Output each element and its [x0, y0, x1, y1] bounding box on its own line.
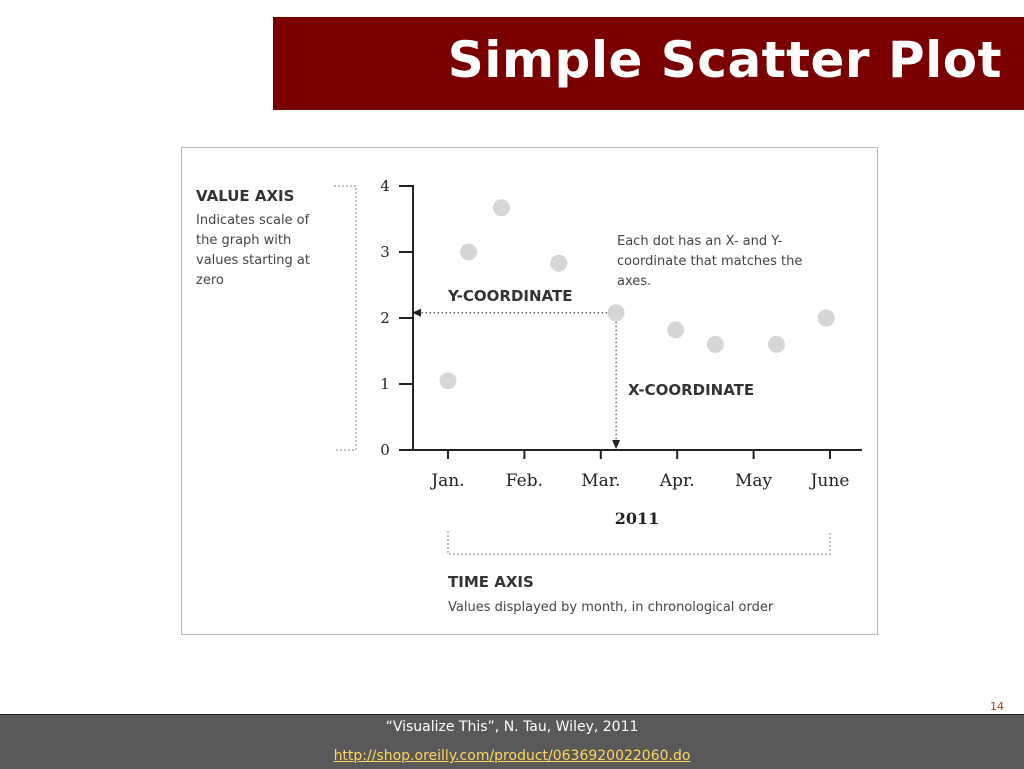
source-link[interactable]: http://shop.oreilly.com/product/0636920022060.do [333, 748, 691, 764]
x-tick-label: Feb. [505, 471, 544, 491]
x-coordinate-label: X-COORDINATE [628, 381, 755, 399]
value-axis-text-line: values starting at [196, 253, 310, 268]
scatter-point [550, 255, 567, 272]
dot-note-line: coordinate that matches the [617, 254, 803, 269]
time-axis-text: Values displayed by month, in chronological order [448, 600, 774, 615]
scatter-point [493, 199, 510, 216]
scatter-point [440, 372, 457, 389]
dot-note-line: axes. [617, 274, 652, 289]
footer-bar [0, 714, 1024, 769]
x-axis-year-label: 2011 [614, 509, 660, 528]
y-tick-label: 1 [380, 375, 390, 393]
y-coordinate-label: Y-COORDINATE [448, 287, 573, 305]
slide-number: 14 [990, 700, 1004, 713]
y-axis-ticks [380, 177, 413, 459]
x-tick-label: Apr. [659, 471, 695, 491]
y-tick-label: 2 [380, 309, 390, 327]
scatter-chart-svg [182, 148, 879, 636]
value-axis-text-line: zero [196, 273, 224, 288]
scatter-point [460, 244, 477, 261]
footer-citation: “Visualize This”, N. Tau, Wiley, 2011 [385, 719, 639, 735]
scatter-point [608, 304, 625, 321]
dot-note-line: Each dot has an X- and Y- [617, 234, 783, 249]
x-tick-label: May [735, 471, 773, 491]
value-axis-bracket [334, 186, 356, 450]
y-tick-label: 0 [380, 441, 390, 459]
scatter-figure [181, 147, 878, 635]
x-guide-arrowhead [612, 440, 620, 449]
y-tick-label: 4 [380, 177, 390, 195]
slide-title: Simple Scatter Plot [447, 31, 1002, 89]
value-axis-text-line: Indicates scale of [196, 213, 310, 228]
x-tick-label: Jan. [431, 471, 465, 491]
x-axis-ticks [429, 450, 849, 491]
scatter-point [667, 321, 684, 338]
x-tick-label: June [810, 471, 850, 491]
scatter-point [707, 336, 724, 353]
value-axis-heading: VALUE AXIS [196, 187, 295, 205]
x-tick-label: Mar. [581, 471, 621, 491]
time-axis-bracket [448, 531, 830, 554]
title-bar [273, 17, 1024, 110]
scatter-point [768, 336, 785, 353]
scatter-point [818, 310, 835, 327]
value-axis-text-line: the graph with [196, 233, 292, 248]
y-tick-label: 3 [380, 243, 390, 261]
time-axis-heading: TIME AXIS [448, 573, 534, 591]
